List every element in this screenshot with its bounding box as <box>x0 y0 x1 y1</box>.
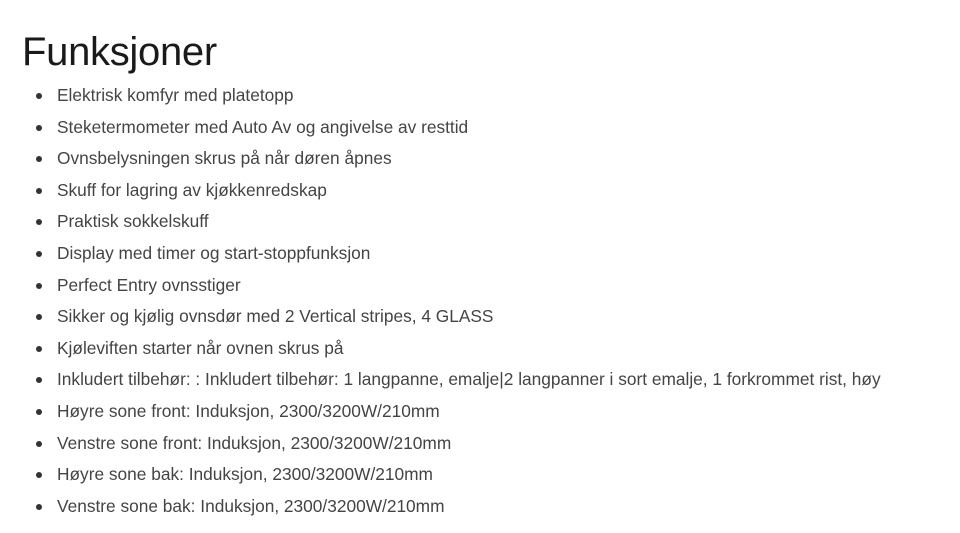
feature-text: Venstre sone front: Induksjon, 2300/3200W/210mm <box>57 432 452 453</box>
bullet-icon <box>36 346 42 352</box>
feature-text: Praktisk sokkelskuff <box>57 211 209 232</box>
feature-item <box>35 491 960 523</box>
feature-item <box>35 396 960 428</box>
bullet-icon <box>36 251 42 257</box>
feature-item <box>35 459 960 491</box>
bullet-icon <box>36 409 42 415</box>
feature-item <box>35 238 960 270</box>
feature-item <box>35 80 960 112</box>
bullet-icon <box>36 125 42 131</box>
feature-item <box>35 428 960 460</box>
feature-item <box>35 112 960 144</box>
bullet-icon <box>36 156 42 162</box>
feature-item <box>35 364 960 396</box>
feature-text: Høyre sone front: Induksjon, 2300/3200W/210mm <box>57 400 440 421</box>
bullet-icon <box>36 93 42 99</box>
feature-list <box>35 80 960 522</box>
feature-item <box>35 333 960 365</box>
feature-text: Inkludert tilbehør: : Inkludert tilbehør: 1 langpanne, emalje|2 langpanner i sort emalje, 1 forkrommet rist, høy <box>57 369 881 390</box>
feature-text: Elektrisk komfyr med platetopp <box>57 85 294 105</box>
feature-item <box>35 270 960 302</box>
feature-item <box>35 301 960 333</box>
feature-text: Høyre sone bak: Induksjon, 2300/3200W/210mm <box>57 464 433 485</box>
bullet-icon <box>36 472 42 478</box>
feature-text: Sikker og kjølig ovnsdør med 2 Vertical stripes, 4 GLASS <box>57 306 494 327</box>
bullet-icon <box>36 188 42 194</box>
feature-text: Ovnsbelysningen skrus på når døren åpnes <box>57 148 392 169</box>
section-title: Funksjoner <box>22 30 217 74</box>
feature-text: Display med timer og start-stoppfunksjon <box>57 242 371 263</box>
bullet-icon <box>36 219 42 225</box>
bullet-icon <box>36 441 42 447</box>
bullet-icon <box>36 377 42 383</box>
feature-text: Kjøleviften starter når ovnen skrus på <box>57 337 344 358</box>
bullet-icon <box>36 283 42 289</box>
bullet-icon <box>36 504 42 510</box>
feature-item <box>35 143 960 175</box>
feature-text: Skuff for lagring av kjøkkenredskap <box>57 179 327 200</box>
feature-text: Venstre sone bak: Induksjon, 2300/3200W/210mm <box>57 495 445 516</box>
feature-item <box>35 175 960 207</box>
bullet-icon <box>36 314 42 320</box>
feature-text: Perfect Entry ovnsstiger <box>57 274 241 295</box>
feature-text: Steketermometer med Auto Av og angivelse av resttid <box>57 116 469 137</box>
feature-item <box>35 206 960 238</box>
